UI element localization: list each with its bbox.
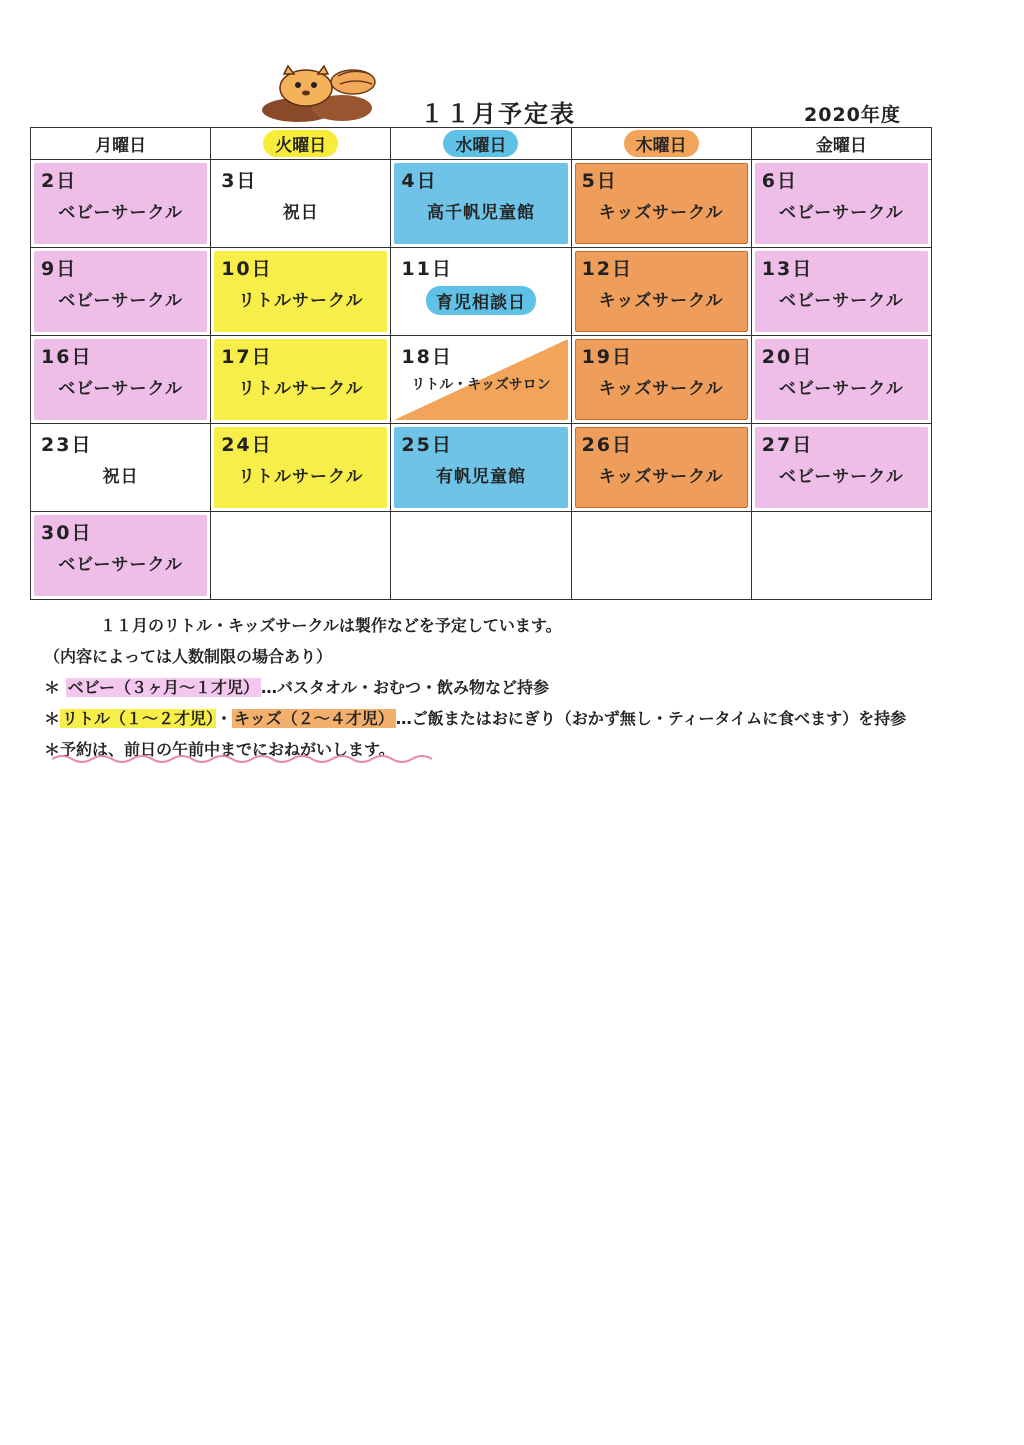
calendar-day-cell — [31, 336, 211, 424]
day-number: 11日 — [401, 258, 453, 280]
note-line: ＊ ベビー（３ヶ月～１才児） …バスタオル・おむつ・飲み物など持参 — [44, 678, 549, 697]
wavy-underline-icon — [52, 752, 442, 766]
day-event: 高千帆児童館 — [426, 203, 535, 223]
day-number: 23日 — [41, 434, 93, 456]
weekday-header-row — [31, 128, 932, 160]
note-line: ＊ リトル（１～２才児） ・ キッズ（２～４才児） …ご飯またはおにぎり（おかず無し・ティータイムに食べます）を持参 — [44, 709, 907, 728]
day-number: 27日 — [761, 434, 814, 456]
day-event: リトルサークル — [238, 379, 364, 399]
weekday-header: 月曜日 — [31, 128, 211, 160]
note-line: １１月のリトル・キッズサークルは製作などを予定しています。 — [100, 616, 562, 635]
notes-section — [44, 610, 984, 765]
day-event: ベビーサークル — [58, 291, 183, 311]
note-line: （内容によっては人数制限の場合あり） — [44, 647, 333, 666]
day-event: ベビーサークル — [778, 379, 904, 399]
calendar-empty-cell — [571, 512, 751, 600]
schedule-calendar — [30, 127, 932, 600]
day-number: 20日 — [761, 346, 814, 368]
calendar-day-cell — [211, 336, 391, 424]
calendar-day-cell — [211, 248, 391, 336]
weekday-header: 木曜日 — [571, 128, 751, 160]
day-event: リトルサークル — [238, 467, 364, 487]
fiscal-year: 2020年度 — [804, 104, 901, 126]
week-row — [31, 336, 932, 424]
day-number: 9日 — [41, 258, 78, 280]
day-number: 10日 — [221, 258, 273, 280]
squirrel-mascot-icon — [258, 64, 378, 124]
weekday-header: 水曜日 — [391, 128, 571, 160]
week-row — [31, 512, 932, 600]
little-highlight: リトル（１～２才児） — [62, 709, 215, 728]
day-number: 17日 — [221, 346, 273, 368]
day-number: 26日 — [581, 434, 634, 456]
calendar-day-cell — [751, 160, 931, 248]
day-number: 6日 — [761, 170, 798, 192]
day-event: ベビーサークル — [58, 555, 183, 575]
calendar-day-cell — [751, 424, 931, 512]
calendar-day-cell — [211, 160, 391, 248]
day-event: キッズサークル — [598, 467, 724, 487]
page-title: １１月予定表 — [420, 100, 576, 128]
calendar-day-cell — [211, 424, 391, 512]
calendar-day-cell — [391, 336, 571, 424]
day-number: 3日 — [221, 170, 258, 192]
day-number: 12日 — [581, 258, 634, 280]
day-event: キッズサークル — [598, 379, 724, 399]
calendar-day-cell — [31, 424, 211, 512]
day-number: 30日 — [41, 522, 93, 544]
calendar-day-cell — [571, 424, 751, 512]
day-number: 5日 — [581, 170, 618, 192]
calendar-empty-cell — [751, 512, 931, 600]
calendar-day-cell — [571, 160, 751, 248]
day-event: ベビーサークル — [778, 203, 904, 223]
day-event: ベビーサークル — [58, 379, 183, 399]
day-event — [391, 286, 570, 315]
calendar-day-cell — [571, 336, 751, 424]
calendar-day-cell — [31, 512, 211, 600]
calendar-day-cell — [751, 248, 931, 336]
calendar-day-cell — [391, 160, 571, 248]
baby-highlight: ベビー（３ヶ月～１才児） — [67, 678, 259, 697]
day-event: ベビーサークル — [58, 203, 183, 223]
day-number: 18日 — [401, 346, 453, 368]
day-number: 2日 — [41, 170, 78, 192]
calendar-day-cell — [391, 424, 571, 512]
weekday-header: 火曜日 — [211, 128, 391, 160]
day-number: 24日 — [221, 434, 273, 456]
day-number: 13日 — [761, 258, 814, 280]
kids-highlight: キッズ（２～４才児） — [234, 709, 394, 728]
day-number: 16日 — [41, 346, 93, 368]
day-event: キッズサークル — [598, 291, 724, 311]
day-event: リトルサークル — [238, 291, 364, 311]
consultation-badge: 育児相談日 — [426, 286, 536, 315]
calendar-empty-cell — [211, 512, 391, 600]
day-event: キッズサークル — [598, 203, 724, 223]
day-event: 有帆児童館 — [435, 467, 526, 487]
calendar-day-cell — [31, 248, 211, 336]
weekday-header: 金曜日 — [751, 128, 931, 160]
day-event: ベビーサークル — [778, 467, 904, 487]
day-event: ベビーサークル — [778, 291, 904, 311]
calendar-day-cell — [571, 248, 751, 336]
calendar-day-cell — [391, 248, 571, 336]
calendar-empty-cell — [391, 512, 571, 600]
calendar-day-cell — [751, 336, 931, 424]
note-line: ＊予約は、前日の午前中までにおねがいします。 — [44, 740, 395, 759]
calendar-day-cell — [31, 160, 211, 248]
day-number: 25日 — [401, 434, 453, 456]
day-number: 4日 — [401, 170, 438, 192]
week-row — [31, 424, 932, 512]
day-event: 祝日 — [102, 467, 139, 487]
week-row — [31, 248, 932, 336]
day-number: 19日 — [581, 346, 634, 368]
week-row — [31, 160, 932, 248]
day-event: 祝日 — [282, 203, 319, 223]
day-event: リトル・キッズサロン — [411, 377, 551, 393]
